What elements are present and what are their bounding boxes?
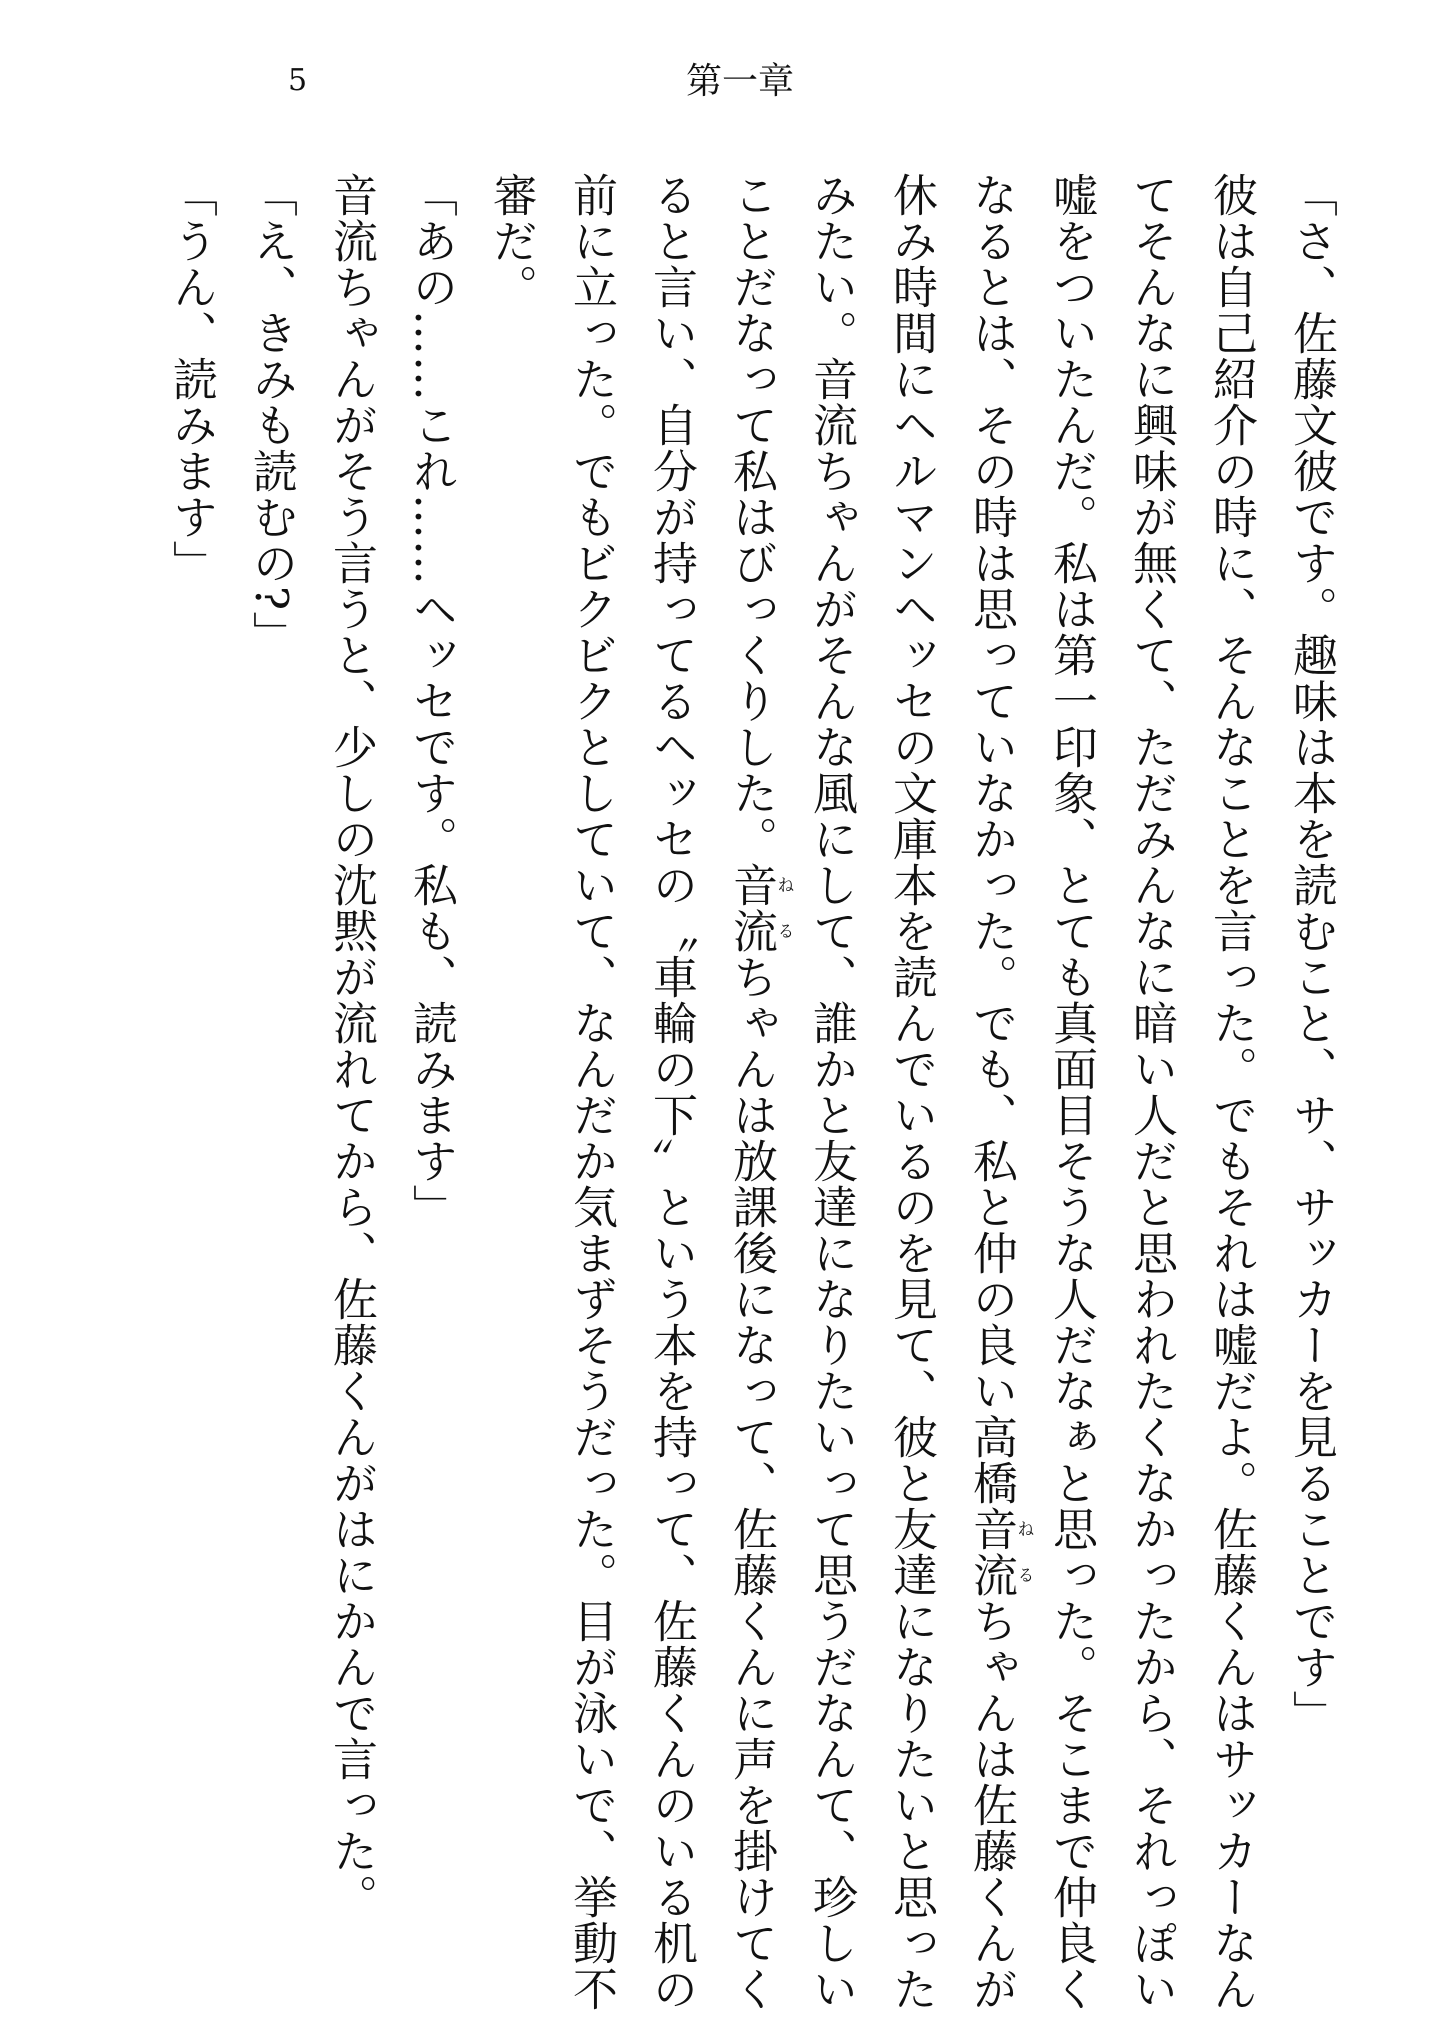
narration-part-3: ちゃんは放課後になって、佐藤くんに声を掛けてくると言い、自分が持ってるヘッセの〝車輪の下〟という本を持って、佐藤くんのいる机の前に立った。でもビクビクとしていて、なんだか気まずそうだった。目が泳いで、挙動不審だ。: [485, 172, 778, 2012]
ruby-neru-1: [965, 1506, 1034, 1598]
narration-part-2: ちゃんは佐藤くんが休み時間にヘルマンヘッセの文庫本を読んでいるのを見て、彼と友達になりたいと思ったみたい。音流ちゃんがそんな風にして、誰かと友達になりたいって思うだなんて、珍しいことだなって私はびっくりした。: [725, 172, 1018, 2012]
novel-body-text: [111, 172, 1351, 2012]
paragraph-self-introduction: 「さ、佐藤文彼です。趣味は本を読むこと、サ、サッカーを見ることです」: [1285, 172, 1338, 1736]
ruby-reading: ねる: [1013, 1506, 1034, 1598]
paragraph-dialogue-reply: 「うん、読みます」: [165, 172, 218, 586]
ruby-neru-2: [725, 862, 794, 954]
page-number: 5: [288, 63, 308, 98]
ruby-base: 音流: [725, 862, 778, 954]
chapter-title: 第一章: [685, 61, 794, 102]
ruby-base: 音流: [965, 1506, 1018, 1598]
paragraph-dialogue-sato: 「え、きみも読むの?」: [245, 172, 298, 658]
paragraph-narration-silence: 音流ちゃんがそう言うと、少しの沈黙が流れてから、佐藤くんがはにかんで言った。: [325, 172, 378, 1920]
ruby-reading: ねる: [773, 862, 794, 954]
narration-part-1: 彼は自己紹介の時に、そんなことを言った。でもそれは嘘だよ。佐藤くんはサッカーなんてそんなに興味が無くて、ただみんなに暗い人だと思われたくなかったから、それっぽい嘘をついたんだ。私は第一印象、とても真面目そうな人だなぁと思った。そこまで仲良くなるとは、その時は思っていなかった。でも、私と仲の良い高橋: [965, 172, 1258, 2012]
paragraph-narration: [471, 172, 1271, 2012]
paragraph-dialogue-neru: 「あの……これ……ヘッセです。私も、読みます」: [405, 172, 458, 1230]
